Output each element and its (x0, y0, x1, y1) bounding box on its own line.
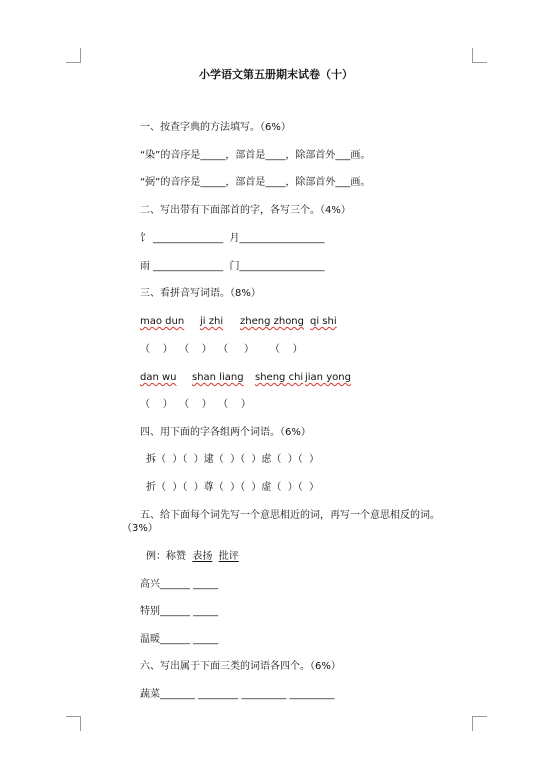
answer-brackets-row: （ ） （ ） （ ） （ ） (140, 344, 303, 355)
pinyin-text: dan wu (140, 372, 177, 383)
example-opposite-word: 批评 (218, 551, 239, 562)
question-line: 高兴______ _____ (140, 579, 219, 590)
corner-mark-top-left (66, 48, 81, 63)
question-line: “染”的音序是_____，部首是____，除部首外___画。 (140, 150, 371, 161)
pinyin-text: qi shi (310, 316, 337, 327)
corner-mark-bottom-left (66, 716, 81, 731)
pinyin-item (305, 371, 351, 385)
pinyin-text: mao dun (140, 316, 185, 327)
question-line: 温暖______ _____ (140, 634, 219, 645)
example-near-word: 表扬 (192, 551, 213, 562)
question-line: 雨 ______________ 门_________________ (140, 261, 325, 272)
pinyin-text: jian yong (305, 372, 351, 383)
corner-mark-top-right (472, 48, 487, 63)
pinyin-item (240, 315, 304, 329)
corner-mark-bottom-right (472, 716, 487, 731)
section-1-heading: 一、按查字典的方法填写。（6%） (140, 122, 291, 133)
pinyin-text: sheng chi (255, 372, 304, 383)
section-6-heading: 六、写出属于下面三类的词语各四个。（6%） (140, 661, 341, 672)
question-line: 蔬菜_______ ________ _________ _________ (140, 689, 335, 700)
question-line: 特别______ _____ (140, 606, 219, 617)
pinyin-item (140, 371, 177, 385)
pinyin-text: ji zhi (200, 316, 224, 327)
pinyin-item (255, 371, 303, 385)
page-title: 小学语文第五册期末试卷（十） (199, 68, 353, 81)
answer-brackets-row: （ ） （ ） （ ） (140, 399, 251, 410)
section-2-heading: 二、写出带有下面部首的字，各写三个。（4%） (140, 205, 351, 216)
section-4-heading: 四、用下面的字各组两个词语。（6%） (140, 427, 311, 438)
pinyin-item (140, 315, 184, 329)
pinyin-item (310, 315, 337, 329)
example-line (146, 550, 239, 564)
section-3-heading: 三、看拼音写词语。（8%） (140, 288, 261, 299)
question-line: “弼”的音序是_____，部首是____，除部首外___画。 (140, 177, 371, 188)
pinyin-item (192, 371, 244, 385)
question-line: 拆（ ）（ ）逮（ ）（ ）虑（ ）（ ） (146, 454, 320, 465)
section-5-heading-cont: （3%） (122, 523, 158, 534)
pinyin-text: shan liang (192, 372, 244, 383)
pinyin-text: zheng zhong (240, 316, 304, 327)
question-line: 折（ ）（ ）尊（ ）（ ）虚（ ）（ ） (146, 482, 320, 493)
example-prefix: 例：称赞 (146, 551, 186, 562)
pinyin-item (200, 315, 223, 329)
question-line: 饣 ______________ 月_________________ (140, 233, 325, 244)
section-5-heading: 五、给下面每个词先写一个意思相近的词，再写一个意思相反的词。 (140, 510, 440, 521)
